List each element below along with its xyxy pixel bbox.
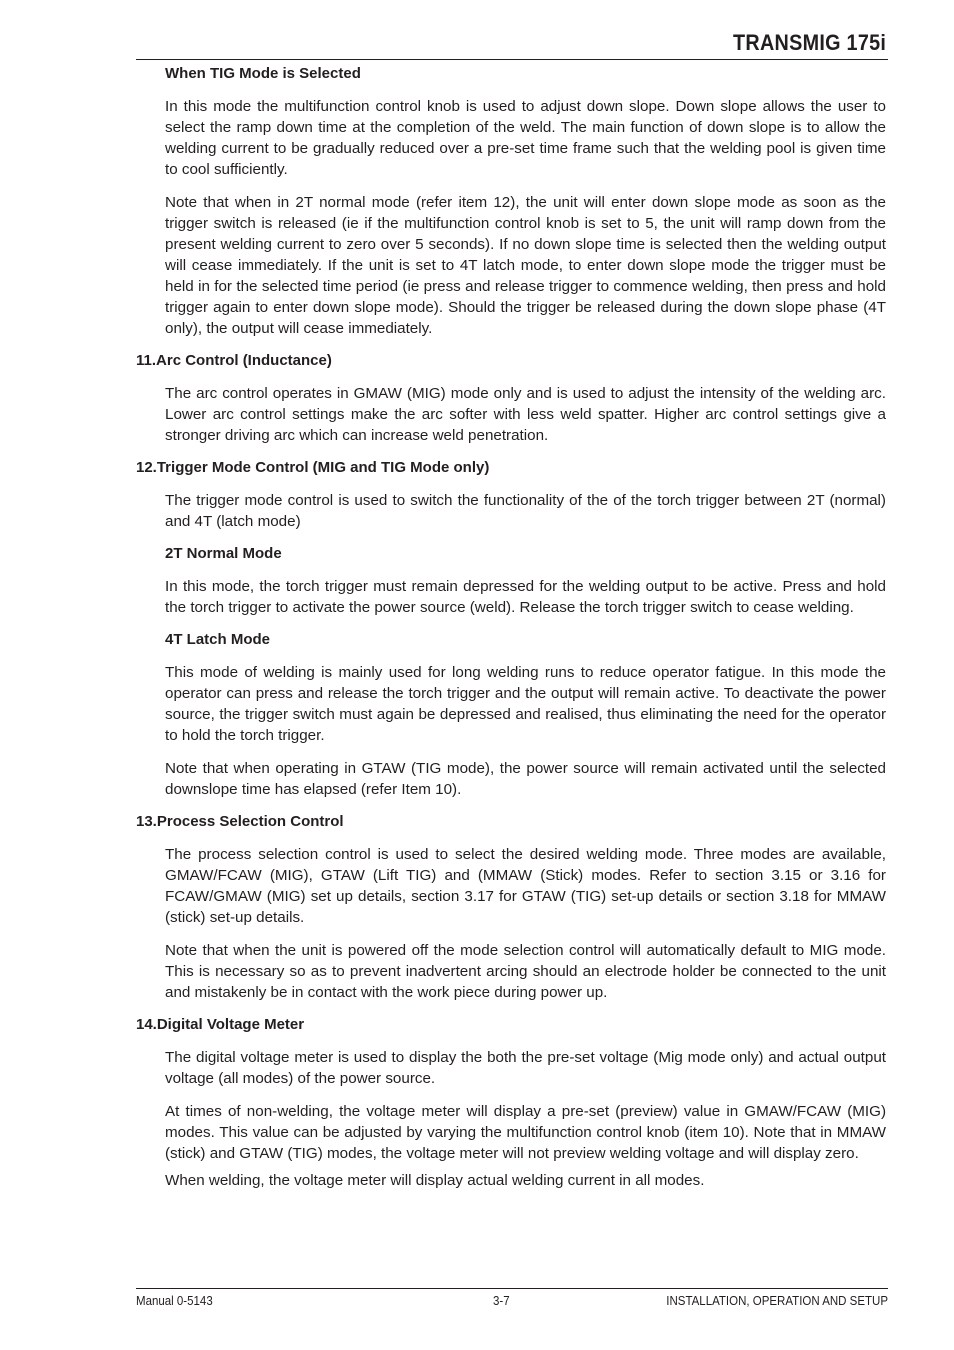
footer-section-title: INSTALLATION, OPERATION AND SETUP xyxy=(666,1294,888,1308)
footer-rule xyxy=(136,1288,888,1289)
paragraph: The arc control operates in GMAW (MIG) mode only and is used to adjust the intensity of the welding arc. Lower arc control settings make the arc softer with less weld spatter. Higher arc control settings give a stronger driving arc which can increase weld penetration. xyxy=(165,385,886,444)
paragraph: Note that when the unit is powered off the mode selection control will automatically default to MIG mode. This is necessary so as to prevent inadvertent arcing should an electrode holder be connected to the unit and mistakenly be in contact with the work piece during power up. xyxy=(165,942,886,1001)
section-heading-voltage-meter: 14.Digital Voltage Meter xyxy=(136,1016,305,1033)
page-content xyxy=(136,64,886,1203)
page-header-title: TRANSMIG 175i xyxy=(732,30,886,55)
section-heading-process-selection: 13.Process Selection Control xyxy=(136,813,344,830)
subheading-2t-normal: 2T Normal Mode xyxy=(165,545,282,562)
paragraph: Note that when in 2T normal mode (refer item 12), the unit will enter down slope mode as soon as the trigger switch is released (ie if the multifunction control knob is set to 5, the unit will ramp down from the present welding current to zero over 5 seconds). If no down slope time is selected then the welding output will cease immediately. If the unit is set to 4T latch mode, to enter down slope mode the trigger must be held in for the selected time period (ie press and release trigger to commence welding, then press and hold trigger again to enter down slope mode). Should the trigger be released during the down slope phase (4T only), the output will cease immediately. xyxy=(165,194,886,337)
header-rule xyxy=(136,59,888,60)
paragraph: The digital voltage meter is used to display the both the pre-set voltage (Mig mode only) and actual output voltage (all modes) of the power source. xyxy=(165,1049,886,1087)
paragraph: The trigger mode control is used to switch the functionality of the of the torch trigger between 2T (normal) and 4T (latch mode) xyxy=(165,492,886,530)
subheading-4t-latch: 4T Latch Mode xyxy=(165,631,271,648)
footer-manual-number: Manual 0-5143 xyxy=(136,1294,213,1308)
section-heading-arc-control: 11.Arc Control (Inductance) xyxy=(136,352,332,369)
section-heading-tig-mode: When TIG Mode is Selected xyxy=(165,65,361,82)
section-heading-trigger-mode: 12.Trigger Mode Control (MIG and TIG Mode only) xyxy=(136,459,490,476)
footer-page-number: 3-7 xyxy=(493,1294,510,1308)
paragraph: In this mode the multifunction control knob is used to adjust down slope. Down slope allows the user to select the ramp down time at the completion of the weld. The main function of down slope is to allow the welding current to be gradually reduced over a pre-set time frame such that the welding pool is given time to cool sufficiently. xyxy=(165,98,886,178)
paragraph: Note that when operating in GTAW (TIG mode), the power source will remain activated until the selected downslope time has elapsed (refer Item 10). xyxy=(165,760,886,798)
paragraph: At times of non-welding, the voltage meter will display a pre-set (preview) value in GMAW/FCAW (MIG) modes. This value can be adjusted by varying the multifunction control knob (item 10). Note that in MMAW (stick) and GTAW (TIG) modes, the voltage meter will not preview welding voltage and will display zero. xyxy=(165,1103,886,1162)
paragraph: The process selection control is used to select the desired welding mode. Three modes are available, GMAW/FCAW (MIG), GTAW (Lift TIG) and (MMAW (Stick) modes. Refer to section 3.15 or 3.16 for FCAW/GMAW (MIG) set up details, section 3.17 for GTAW (TIG) set-up details or section 3.18 for MMAW (stick) set-up details. xyxy=(165,846,886,926)
paragraph: When welding, the voltage meter will display actual welding current in all modes. xyxy=(165,1172,705,1189)
paragraph: In this mode, the torch trigger must remain depressed for the welding output to be active. Press and hold the torch trigger to activate the power source (weld). Release the torch trigger switch to cease welding. xyxy=(165,578,886,616)
paragraph: This mode of welding is mainly used for long welding runs to reduce operator fatigue. In this mode the operator can press and release the torch trigger and the output will remain active. To deactivate the power source, the trigger switch must again be depressed and realised, thus eliminating the need for the operator to hold the torch trigger. xyxy=(165,664,886,744)
